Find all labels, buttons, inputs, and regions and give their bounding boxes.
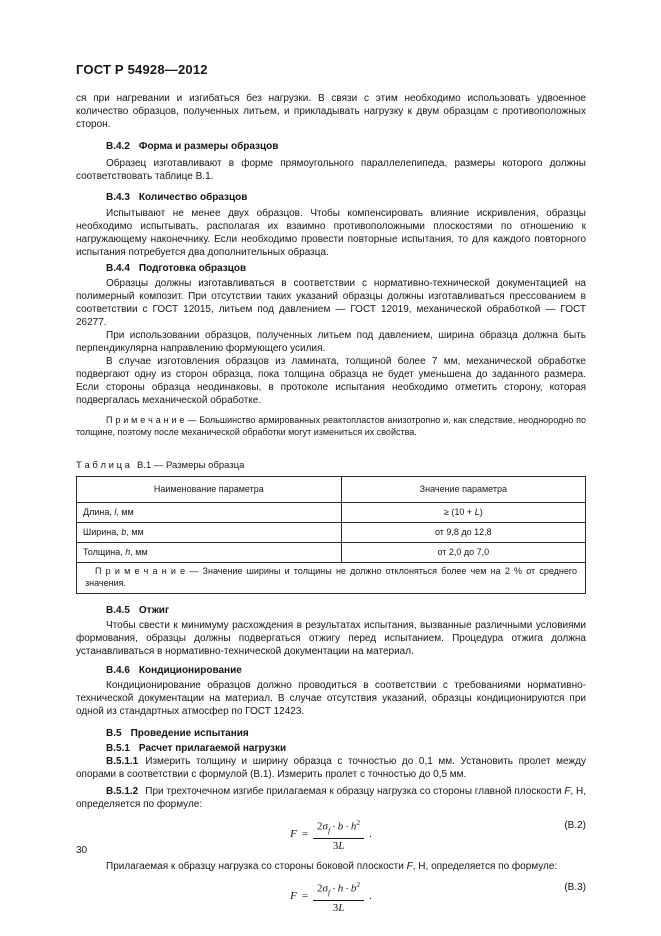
paragraph-number: В.5.1.2 <box>106 786 139 797</box>
heading-number: В.4.3 <box>106 192 130 203</box>
formula-b2-row <box>76 817 586 852</box>
heading-title: Кондиционирование <box>138 665 242 676</box>
fraction: $\frac{2\sigma_f \cdot h \cdot b^2}{3L}$ <box>313 879 364 914</box>
cell-length-name: Длина, l, мм <box>77 503 342 523</box>
heading-title: Проведение испытания <box>130 728 249 739</box>
heading-number: В.4.5 <box>106 605 130 616</box>
heading-number: В.4.6 <box>106 665 130 676</box>
heading-title: Отжиг <box>138 605 170 616</box>
heading-number: В.5 <box>106 728 122 739</box>
paragraph-b4-4-2: При использовании образцов, полученных литьем под давлением, ширина образца должна быть перпендикулярна направлению формующего усилия. <box>76 330 586 354</box>
paragraph-b4-2: Образец изготавливают в форме прямоугольного параллелепипеда, размеры которого должны соответствовать таблице В.1. <box>76 158 586 182</box>
table-caption-text: В.1 — Размеры образца <box>136 460 245 471</box>
heading-b4-6 <box>76 664 586 677</box>
table-header-parameter-value: Значение параметра <box>341 477 585 503</box>
table-row-width <box>77 523 586 543</box>
table-caption-word: Т а б л и ц а <box>76 460 130 471</box>
heading-title: Подготовка образцов <box>138 263 247 274</box>
table-header-row <box>77 477 586 503</box>
heading-b4-4 <box>76 262 586 275</box>
heading-number: В.4.4 <box>106 263 130 274</box>
note-b4-4: П р и м е ч а н и е — Большинство армированных реактопластов анизотропно и, как следствие, неоднородно по толщине, поэтому после механической обработки могут измениться их свойства. <box>76 415 586 437</box>
document-content <box>76 92 586 914</box>
paragraph-b4-3: Испытывают не менее двух образцов. Чтобы компенсировать влияние искривления, образцы необходимо испытывать, располагая их взаимно противоположными плоскостями по отношению к нагружающему наконечнику. Если необходимо провести повторные испытания, то для каждого повторного испытания потребуется два дополнительных образца. <box>76 208 586 258</box>
cell-width-value: от 9,8 до 12,8 <box>341 523 585 543</box>
cell-thickness-name: Толщина, h, мм <box>77 543 342 563</box>
heading-b4-2 <box>76 140 586 153</box>
formula-b3-label: (В.3) <box>564 881 586 893</box>
doc-header-title: ГОСТ Р 54928—2012 <box>76 62 208 77</box>
table-note-row <box>77 563 586 594</box>
formula-b3-row <box>76 879 586 914</box>
paragraph-b3-intro: Прилагаемая к образцу нагрузка со стороны боковой плоскости F, Н, определяется по формуле: <box>106 860 558 872</box>
paragraph-intro: ся при нагревании и изгибаться без нагрузки. В связи с этим необходимо использовать удвоенное количество образцов, полученных литьем, и прикладывать нагрузку к двум образцам с противоположных сторон. <box>76 93 586 130</box>
paragraph-number: В.5.1.1 <box>106 756 139 767</box>
heading-number: В.5.1 <box>106 743 130 754</box>
table-caption <box>76 460 586 472</box>
cell-length-value: ≥ (10 + L) <box>341 503 585 523</box>
heading-title: Количество образцов <box>138 192 248 203</box>
heading-b5 <box>76 727 586 740</box>
heading-number: В.4.2 <box>106 141 130 152</box>
cell-thickness-value: от 2,0 до 7,0 <box>341 543 585 563</box>
heading-b4-3 <box>76 191 586 204</box>
table-b1 <box>76 476 586 594</box>
paragraph-b4-5: Чтобы свести к минимуму расхождения в результатах испытания, вызванные различными условиями формования, образцы должны подвергаться отжигу перед испытанием. Процедура отжига должна устанавливаться в нормативно-технической документации на материал. <box>76 620 586 657</box>
formula-b2: F = $\frac{2\sigma_f \cdot b \cdot h^2}{3L}$ . <box>290 818 372 852</box>
table-header-parameter-name: Наименование параметра <box>77 477 342 503</box>
paragraph-b5-1-1: В.5.1.1 Измерить толщину и ширину образца с точностью до 0,1 мм. Установить пролет между опорами в соответствии с формулой (В.1). Измерить пролет с точностью до 0,5 мм. <box>76 756 586 780</box>
heading-title: Расчет прилагаемой нагрузки <box>138 743 287 754</box>
paragraph-b5-1-2: В.5.1.2 При трехточечном изгибе прилагаемая к образцу нагрузка со стороны главной плоскости F, Н, определяется по формуле: <box>76 786 586 810</box>
heading-b5-1 <box>76 742 586 755</box>
table-row-thickness <box>77 543 586 563</box>
formula-b2-label: (В.2) <box>564 820 586 831</box>
paragraph-b4-4-3: В случае изготовления образцов из ламината, толщиной более 7 мм, механической обработке подвергают одну из сторон образца, пока толщина образца не будет уменьшена до заданного размера. Если стороны образца неодинаковы, в протоколе испытания необходимо отметить сторону, которая подвергалась механической обработке. <box>76 356 586 406</box>
fraction: $\frac{2\sigma_f \cdot b \cdot h^2}{3L}$ <box>313 817 364 852</box>
table-note: П р и м е ч а н и е — Значение ширины и толщины не должно отклоняться более чем на 2 % от среднего значения. <box>77 563 586 594</box>
table-row-length <box>77 503 586 523</box>
heading-b4-5 <box>76 604 586 617</box>
heading-title: Форма и размеры образцов <box>138 141 279 152</box>
cell-width-name: Ширина, b, мм <box>77 523 342 543</box>
paragraph-b4-6: Кондиционирование образцов должно проводиться в соответствии с требованиями нормативно-технической документации на материал. В случае отсутствия указаний, образцы кондиционируются при одной из стандартных атмосфер по ГОСТ 12423. <box>76 680 586 717</box>
formula-b3: F = $\frac{2\sigma_f \cdot h \cdot b^2}{3L}$ . <box>290 879 372 914</box>
paragraph-b4-4-1: Образцы должны изготавливаться в соответствии с нормативно-технической документацией на полимерный композит. При отсутствии таких указаний образцы должны изготавливаться прессованием в соответствии с ГОСТ 12015, литьем под давлением — ГОСТ 12019, механической обработкой — ГОСТ 26277. <box>76 278 586 328</box>
page-number: 30 <box>76 845 88 856</box>
